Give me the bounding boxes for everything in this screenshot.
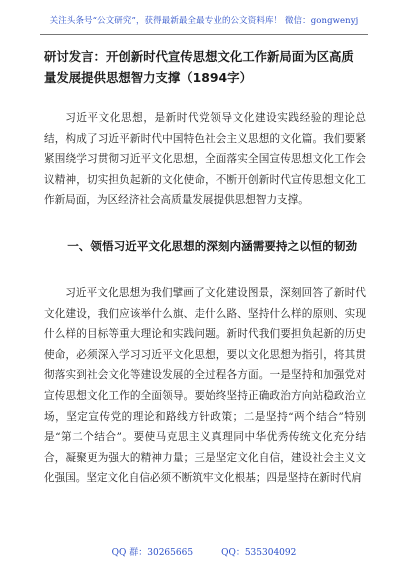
document-title: 研讨发言：开创新时代宣传思想文化工作新局面为区高质量发展提供思想智力支撑（1894字） — [44, 49, 354, 85]
body-paragraph-section-1: 习近平文化思想为我们擘画了文化建设图景，深刻回答了新时代文化建设，我们应该举什么旗、走什么路、坚持什么样的原则、实现什么样的目标等重大理论和实践问题。新时代我们要担负起新的历史使命，必须深入学习习近平文化思想，要以文化思想为指引，将其贯彻落实到社会文化等建设发展的全过程各方面。一是坚持和加强党对宣传思想文化工作的全面领导。要始终坚持正确政治方向站稳政治立场，坚定宣传党的理论和路线方针政策；二是坚持“两个结合”特别是“第二个结合”。要使马克思主义真理同中华优秀传统文化充分结合，凝聚更为强大的精神力量；三是坚定文化自信，建设社会主义文化强国。坚定文化自信必须不断筑牢文化根基；四是坚持在新时代肩 — [44, 287, 366, 485]
body-paragraph-intro: 习近平文化思想，是新时代党领导文化建设实践经验的理论总结，构成了习近平新时代中国特色社会主义思想的文化篇。我们要紧紧围绕学习贯彻习近平文化思想，全面落实全国宣传思想文化工作会议精神，切实担负起新的文化使命，不断开创新时代宣传思想文化工作新局面，为区经济社会高质量发展提供思想智力支撑。 — [44, 112, 366, 207]
page-footer — [0, 545, 408, 558]
header-divider — [40, 34, 368, 35]
page-header-banner: 关注头条号“公文研究”，获得最新最全最专业的公文资料库！ 微信：gongwenyj — [49, 16, 359, 26]
section-heading: 一、领悟习近平文化思想的深刻内涵需要持之以恒的韧劲 — [67, 239, 358, 253]
footer-qq-group: QQ 群：30265665 — [111, 548, 194, 558]
footer-qq: QQ：535304092 — [221, 548, 297, 558]
